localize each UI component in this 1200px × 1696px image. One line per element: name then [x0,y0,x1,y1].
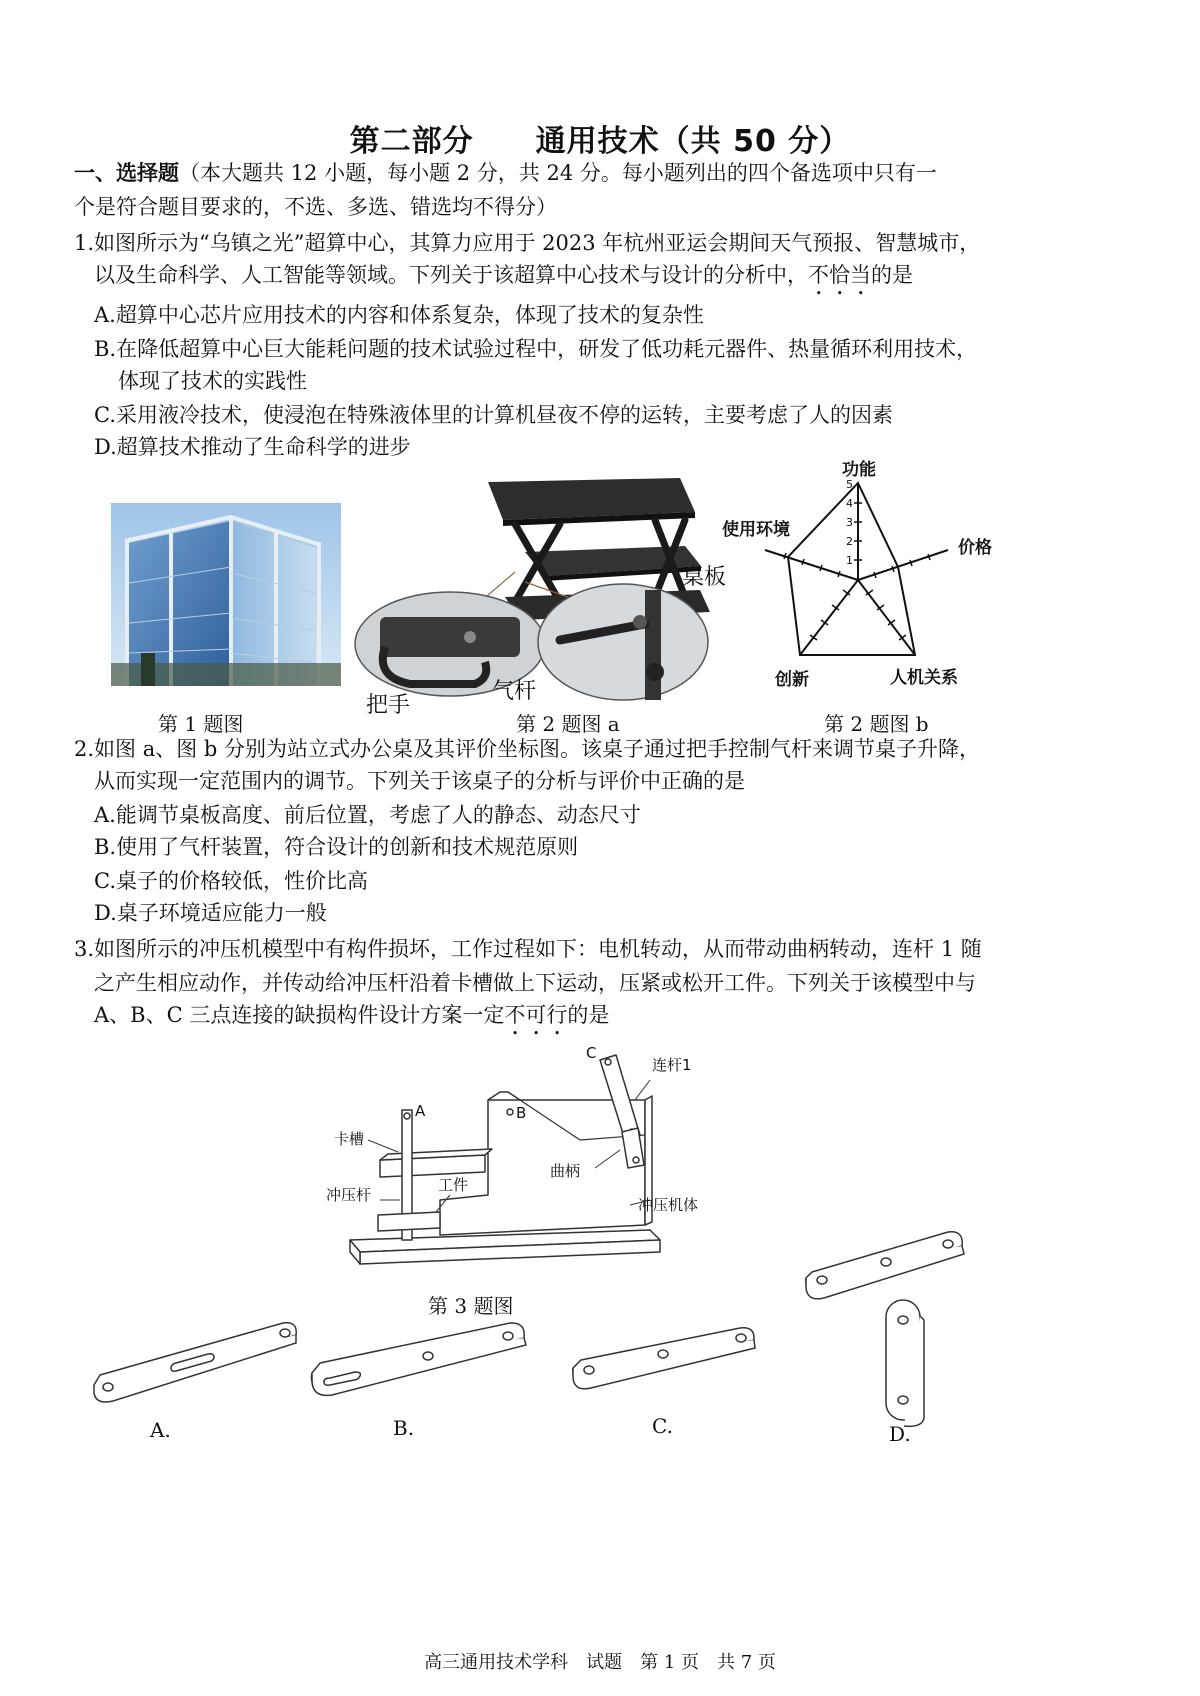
punch-rod-label: 冲压杆 [326,1186,372,1204]
radar-axis-function: 功能 [842,460,876,480]
radar-tick-3: 3 [846,516,853,529]
q1-stem-1: 1.如图所示为“乌镇之光”超算中心，其算力应用于 2023 年杭州亚运会期间天气预报、智慧城市， [74,231,981,255]
option-a-bar [88,1315,303,1415]
fig2b-caption: 第 2 题图 b [824,712,929,736]
q1-stem-2 [94,258,913,300]
q1-stem-2-post: 的是 [871,263,913,287]
radar-tick-1: 1 [846,554,853,567]
crank-label: 曲柄 [550,1162,581,1180]
press-body-label: 冲压机体 [638,1196,699,1214]
q1-option-d: D.超算技术推动了生命科学的进步 [94,435,411,459]
fig1-caption: 第 1 题图 [158,712,244,736]
radar-axis-innovation: 创新 [775,670,809,690]
q3-stem-3-pre: A、B、C 三点连接的缺损构件设计方案一定 [94,1003,505,1027]
fig-option-b-label: B. [393,1416,415,1440]
section-desc-1: （本大题共 12 小题，每小题 2 分，共 24 分。每小题列出的四个备选项中只有一 [179,161,937,185]
point-b-label: B [516,1104,527,1122]
radar-axis-price: 价格 [958,538,992,558]
fig2a-caption: 第 2 题图 a [516,712,620,736]
fig2b-radar-chart [722,455,1030,700]
q1-stem-2-pre: 以及生命科学、人工智能等领域。下列关于该超算中心技术与设计的分析中， [94,263,808,287]
fig-option-a-label: A. [150,1418,171,1442]
page-title: 第二部分 通用技术（共 50 分） [349,124,851,159]
q2-option-b: B.使用了气杆装置，符合设计的创新和技术规范原则 [94,835,579,859]
option-b-bar [300,1318,535,1413]
q1-option-a: A.超算中心芯片应用技术的内容和体系复杂，体现了技术的复杂性 [94,303,704,327]
q3-stem-3-post: 的是 [567,1003,610,1027]
radar-axis-ergonomics: 人机关系 [890,668,958,688]
radar-axis-environment: 使用环境 [722,520,790,540]
point-c-label: C [586,1044,597,1062]
radar-tick-2: 2 [846,535,853,548]
fig3-caption: 第 3 题图 [428,1294,514,1318]
section-header [74,156,937,190]
radar-tick-4: 4 [846,497,853,510]
handle-label: 把手 [366,693,411,718]
q3-stem-1: 3.如图所示的冲压机模型中有构件损坏，工作过程如下：电机转动，从而带动曲柄转动，连杆 1 随 [74,937,982,961]
link1-label: 连杆1 [652,1056,692,1074]
fig1-building-photo [111,503,341,686]
page-footer: 高三通用技术学科 试题 第 1 页 共 7 页 [424,1652,776,1673]
q3-stem-3 [94,998,609,1040]
q1-option-b-1: B.在降低超算中心巨大能耗问题的技术试验过程中，研发了低功耗元器件、热量循环利用技术， [94,337,978,361]
section-label: 一、选择题 [74,161,179,185]
section-desc-2: 个是符合题目要求的，不选、多选、错选均不得分） [74,195,557,219]
workpiece-label: 工件 [438,1176,469,1194]
option-d-bars [800,1228,970,1428]
q1-option-c: C.采用液冷技术，使浸泡在特殊液体里的计算机昼夜不停的运转，主要考虑了人的因素 [94,403,893,427]
fig3-press-machine [320,1040,760,1290]
q2-option-c: C.桌子的价格较低，性价比高 [94,869,368,893]
q1-emphasis: 不恰当 [808,263,871,287]
q3-emphasis: 不可行 [504,1003,568,1027]
fig2a-standing-desk [355,472,725,712]
q3-stem-2: 之产生相应动作，并传动给冲压杆沿着卡槽做上下运动，压紧或松开工件。下列关于该模型中与 [94,971,976,995]
fig-option-c-label: C. [652,1414,673,1438]
point-a-label: A [415,1102,426,1120]
fig-option-d-label: D. [889,1422,911,1446]
option-c-bar [565,1320,760,1405]
q2-option-d: D.桌子环境适应能力一般 [94,901,327,925]
radar-tick-5: 5 [846,478,853,491]
slot-label: 卡槽 [334,1130,365,1148]
q2-stem-1: 2.如图 a、图 b 分别为站立式办公桌及其评价坐标图。该桌子通过把手控制气杆来调节桌子升降， [74,737,981,761]
q2-option-a: A.能调节桌板高度、前后位置，考虑了人的静态、动态尺寸 [94,803,641,827]
gas-rod-label: 气杆 [492,679,537,704]
q1-option-b-2: 体现了技术的实践性 [118,369,307,393]
q2-stem-2: 从而实现一定范围内的调节。下列关于该桌子的分析与评价中正确的是 [94,769,745,793]
desk-label: 桌板 [682,565,727,590]
